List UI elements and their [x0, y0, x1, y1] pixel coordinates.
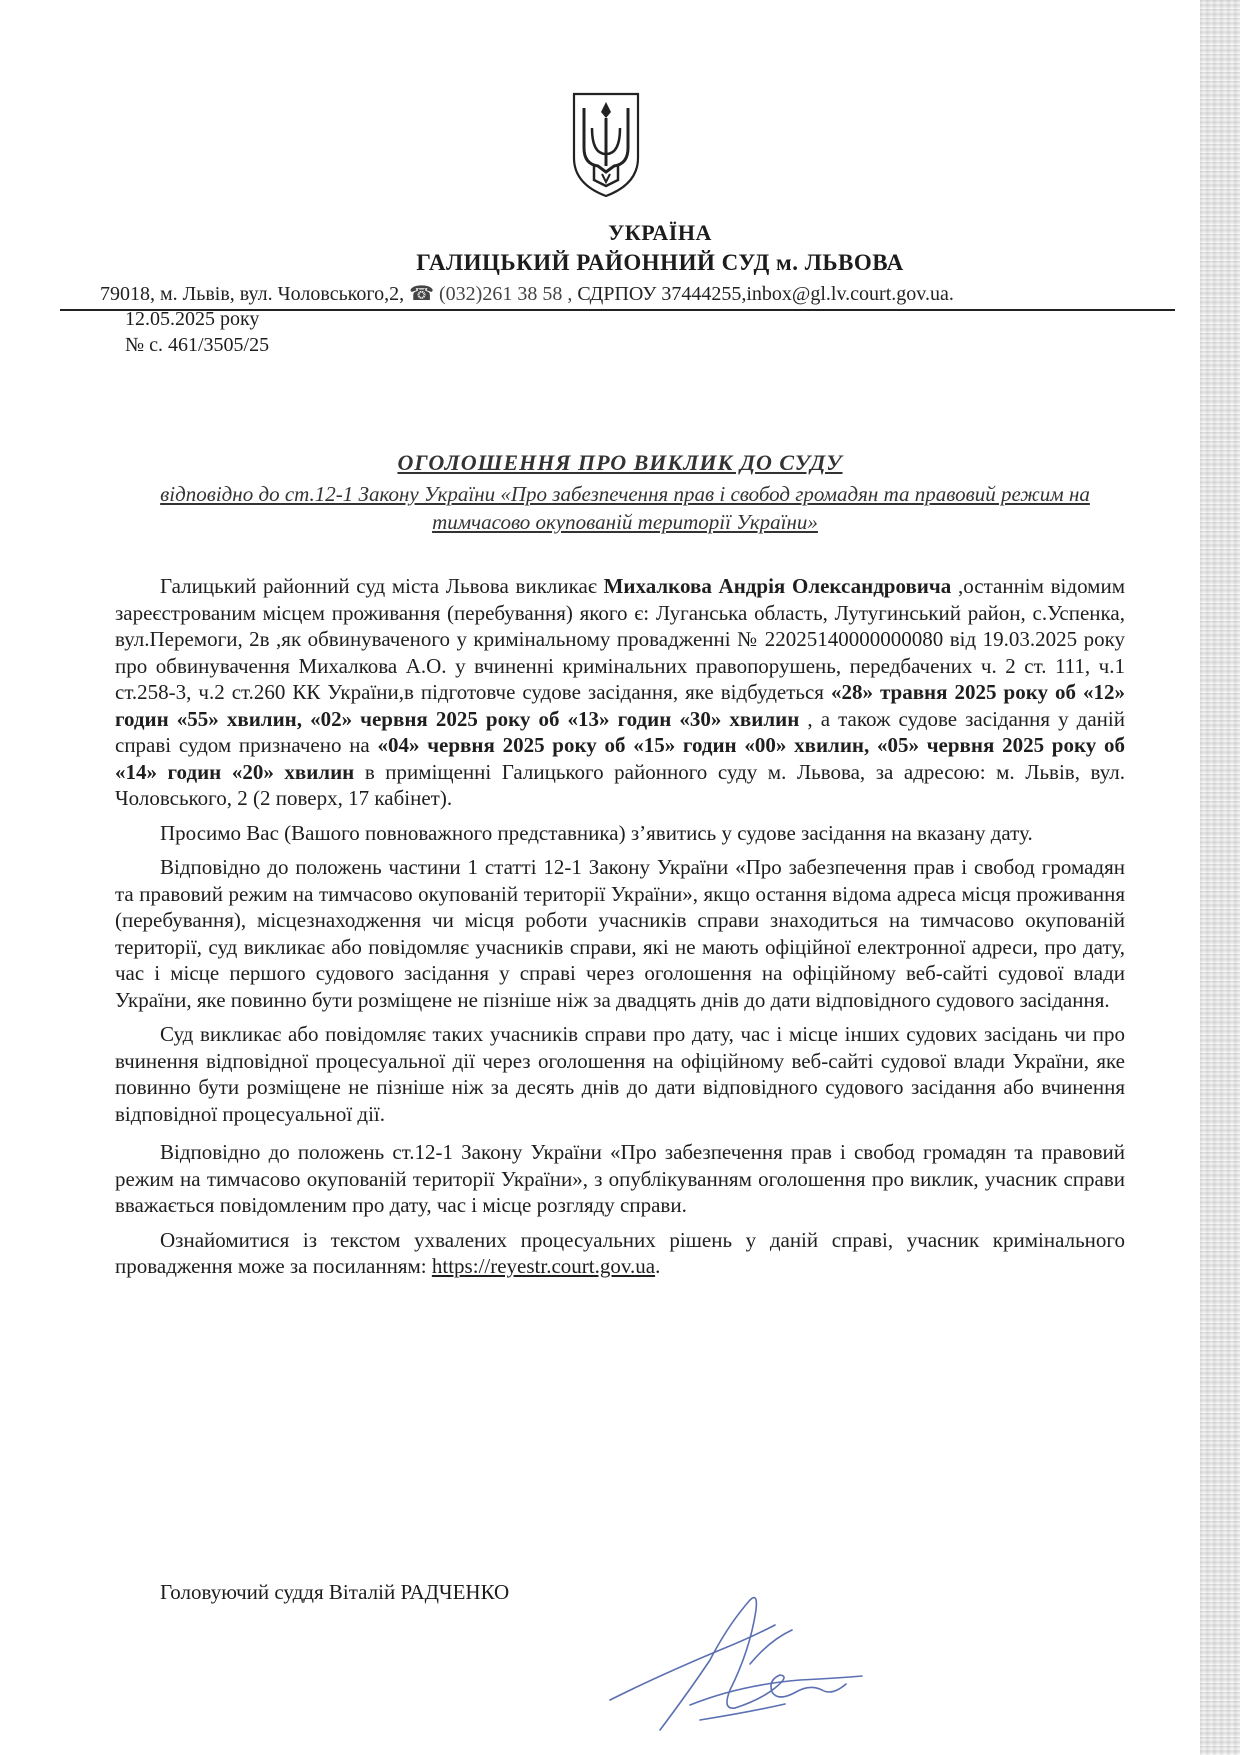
notice-body — [115, 573, 1125, 1288]
hearing-dates-main: «04» червня 2025 року об «15» годин «00» хвилин, «05» червня 2025 року об «14» годин «20» хвилин — [115, 733, 1125, 784]
phone-number: ☎ (032)261 38 58 , — [409, 283, 573, 305]
defendant-name: Михалкова Андрія Олександровича — [603, 574, 952, 598]
notice-subtitle: відповідно до ст.12-1 Закону України «Про забезпечення прав і свобод громадян та правовий режим на тимчасово окупованій території України» — [160, 482, 1090, 534]
paragraph-publication: Відповідно до положень ст.12-1 Закону України «Про забезпечення прав і свобод громадян та правовий режим на тимчасово окупованій території України», з опублікуванням оголошення про виклик, учасник справи вважається повідомленим про дату, час і місце розгляду справи. — [115, 1140, 1125, 1217]
paragraph-summons: Галицький районний суд міста Львова викликає Михалкова Андрія Олександровича ,останнім відомим зареєстрованим місцем проживання (перебування) якого є: Луганська область, Лутугинський район, с.Успенка, вул.Перемоги, 2в ,як обвинуваченого у кримінальному провадженні № 22025140000000080 від 19.03.2025 року про обвинувачення Михалкова А.О. у вчиненні кримінальних правопорушень, передбачених ч. 2 ст. 111, ч.1 ст.258-3, ч.2 ст.260 КК України,в підготовче судове засідання, яке відбудеться «28» травня 2025 року об «12» годин «55» хвилин, «02» червня 2025 року об «13» годин «30» хвилин , а також судове засідання у даній справі судом призначено на «04» червня 2025 року об «15» годин «00» хвилин, «05» червня 2025 року об «14» годин «20» хвилин в приміщенні Галицького районного суду м. Львова, за адресою: м. Львів, вул. Чоловського, 2 (2 поверх, 17 кабінет). — [115, 574, 1125, 810]
paragraph-registry: Ознайомитися із текстом ухвалених процесуальних рішень у даній справі, учасник кримінального провадження може за посиланням: https://reyestr.court.gov.ua. — [115, 1227, 1125, 1278]
court-address-line — [100, 281, 1180, 306]
address-street: 79018, м. Львів, вул. Чоловського,2, — [100, 283, 405, 305]
case-number: № с. 461/3505/25 — [125, 334, 270, 356]
hearing-dates-preparatory: «28» травня 2025 року об «12» годин «55» хвилин, «02» червня 2025 року об «13» годин «30» хвилин — [115, 680, 1125, 731]
document-date: 12.05.2025 року — [125, 308, 260, 330]
address-contacts: СДРПОУ 37444255,inbox@gl.lv.court.gov.ua. — [577, 283, 954, 305]
header-court-name: ГАЛИЦЬКИЙ РАЙОННИЙ СУД м. ЛЬВОВА — [416, 250, 904, 275]
paragraph-request: Просимо Вас (Вашого повноважного представника) з’явитись у судове засідання на вказану дату. — [160, 820, 1033, 845]
handwritten-signature-icon — [600, 1580, 870, 1740]
paragraph-law-part1: Відповідно до положень частини 1 статті 12-1 Закону України «Про забезпечення прав і свобод громадян та правовий режим на тимчасово окупованій території України», якщо остання відома адреса місця проживання (перебування), місцезнаходження чи місця роботи учасників справи знаходиться на тимчасово окупованій території, суд викликає або повідомляє учасників справи, які не мають офіційної електронної адреси, про дату, час і місце першого судового засідання у справі через оголошення на офіційному веб-сайті судової влади України, яке повинно бути розміщене не пізніше ніж за двадцять днів до дати відповідного судового засідання. — [115, 855, 1125, 1012]
trident-emblem-icon — [568, 88, 644, 200]
notice-title: ОГОЛОШЕННЯ ПРО ВИКЛИК ДО СУДУ — [397, 450, 843, 475]
presiding-judge: Головуючий суддя Віталій РАДЧЕНКО — [160, 1580, 510, 1604]
registry-link[interactable]: https://reyestr.court.gov.ua — [431, 1254, 656, 1278]
header-country: УКРАЇНА — [608, 220, 712, 245]
paragraph-other-hearings: Суд викликає або повідомляє таких учасників справи про дату, час і місце інших судових засідань чи про вчинення відповідної процесуальної дії через оголошення на офіційному веб-сайті судової влади України, яке повинно бути розміщене не пізніше ніж за десять днів до дати відповідного судового засідання або вчинення відповідної процесуальної дії. — [115, 1022, 1125, 1126]
